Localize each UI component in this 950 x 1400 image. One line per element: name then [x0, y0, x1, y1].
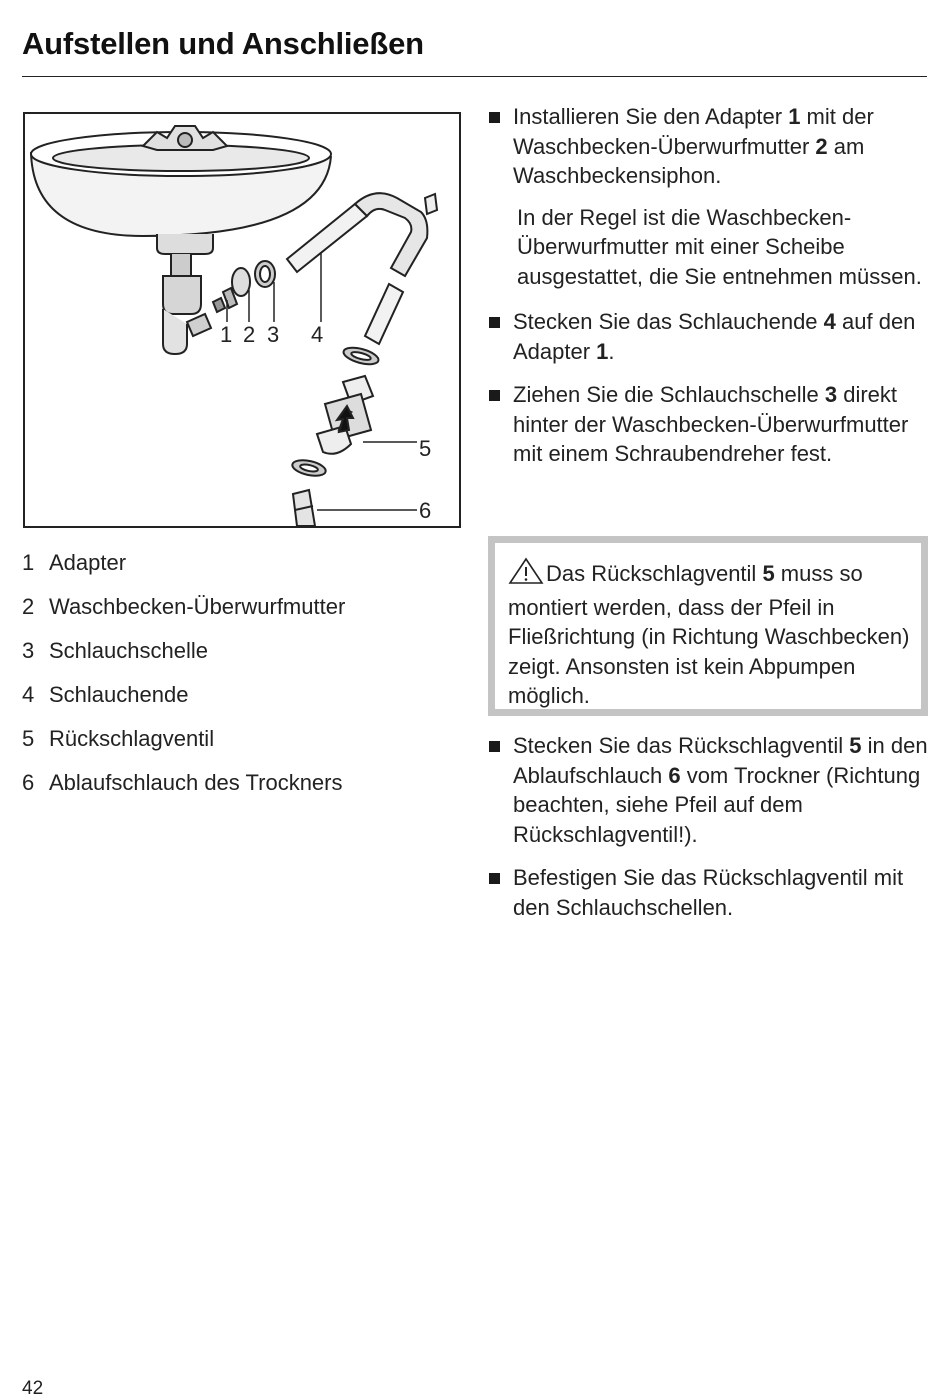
callout-2: 2	[243, 322, 256, 347]
instruction-step: Befestigen Sie das Rückschlagventil mit den Schlauchschellen.	[488, 863, 928, 922]
hose-drawing	[287, 193, 437, 344]
instruction-step: Installieren Sie den Adapter 1 mit der Waschbecken-Überwurfmutter 2 am Waschbeckensiphon.	[488, 102, 928, 191]
installation-illustration	[23, 112, 461, 528]
page-number: 42	[22, 1378, 44, 1399]
sink-drawing	[31, 126, 331, 354]
legend-item: 1 Adapter	[22, 550, 127, 575]
legend-item: 2 Waschbecken-Überwurfmutter	[22, 594, 346, 619]
callout-3: 3	[267, 322, 280, 347]
clamp-lower	[291, 458, 327, 479]
adapter-parts	[213, 261, 275, 312]
legend-item: 6 Ablaufschlauch des Trockners	[22, 770, 343, 795]
callout-1: 1	[220, 322, 233, 347]
callout-5: 5	[419, 436, 432, 461]
callout-6: 6	[419, 498, 432, 523]
instructions-lower	[488, 731, 928, 936]
legend-item: 4 Schlauchende	[22, 682, 189, 707]
instruction-step: Stecken Sie das Schlauchende 4 auf den Adapter 1.	[488, 307, 928, 366]
instructions-upper	[488, 102, 928, 483]
callout-4: 4	[311, 322, 324, 347]
clamp-upper	[342, 345, 380, 368]
bullet-icon	[489, 390, 500, 401]
bullet-icon	[489, 873, 500, 884]
drain-hose	[293, 490, 315, 526]
warning-triangle-icon	[508, 557, 544, 593]
instruction-note: In der Regel ist die Waschbecken-Überwurfmutter mit einer Scheibe ausgestattet, die Sie entnehmen müssen.	[517, 204, 922, 289]
bullet-icon	[489, 112, 500, 123]
bullet-icon	[489, 317, 500, 328]
legend-item: 3 Schlauchschelle	[22, 638, 208, 663]
bullet-icon	[489, 741, 500, 752]
parts-legend	[22, 548, 345, 812]
title-rule	[22, 76, 927, 77]
legend-item: 5 Rückschlagventil	[22, 726, 215, 751]
warning-box: Das Rückschlagventil 5 muss so montiert werden, dass der Pfeil in Fließrichtung (in Richtung Waschbecken) zeigt. Ansonsten ist kein Abpumpen möglich.	[488, 536, 928, 716]
instruction-step: Stecken Sie das Rückschlagventil 5 in den Ablaufschlauch 6 vom Trockner (Richtung beachten, siehe Pfeil auf dem Rückschlagventil!).	[488, 731, 928, 849]
page-title: Aufstellen und Anschließen	[22, 26, 424, 61]
instruction-step: Ziehen Sie die Schlauchschelle 3 direkt hinter der Waschbecken-Überwurfmutter mit einem Schraubendreher fest.	[488, 380, 928, 469]
